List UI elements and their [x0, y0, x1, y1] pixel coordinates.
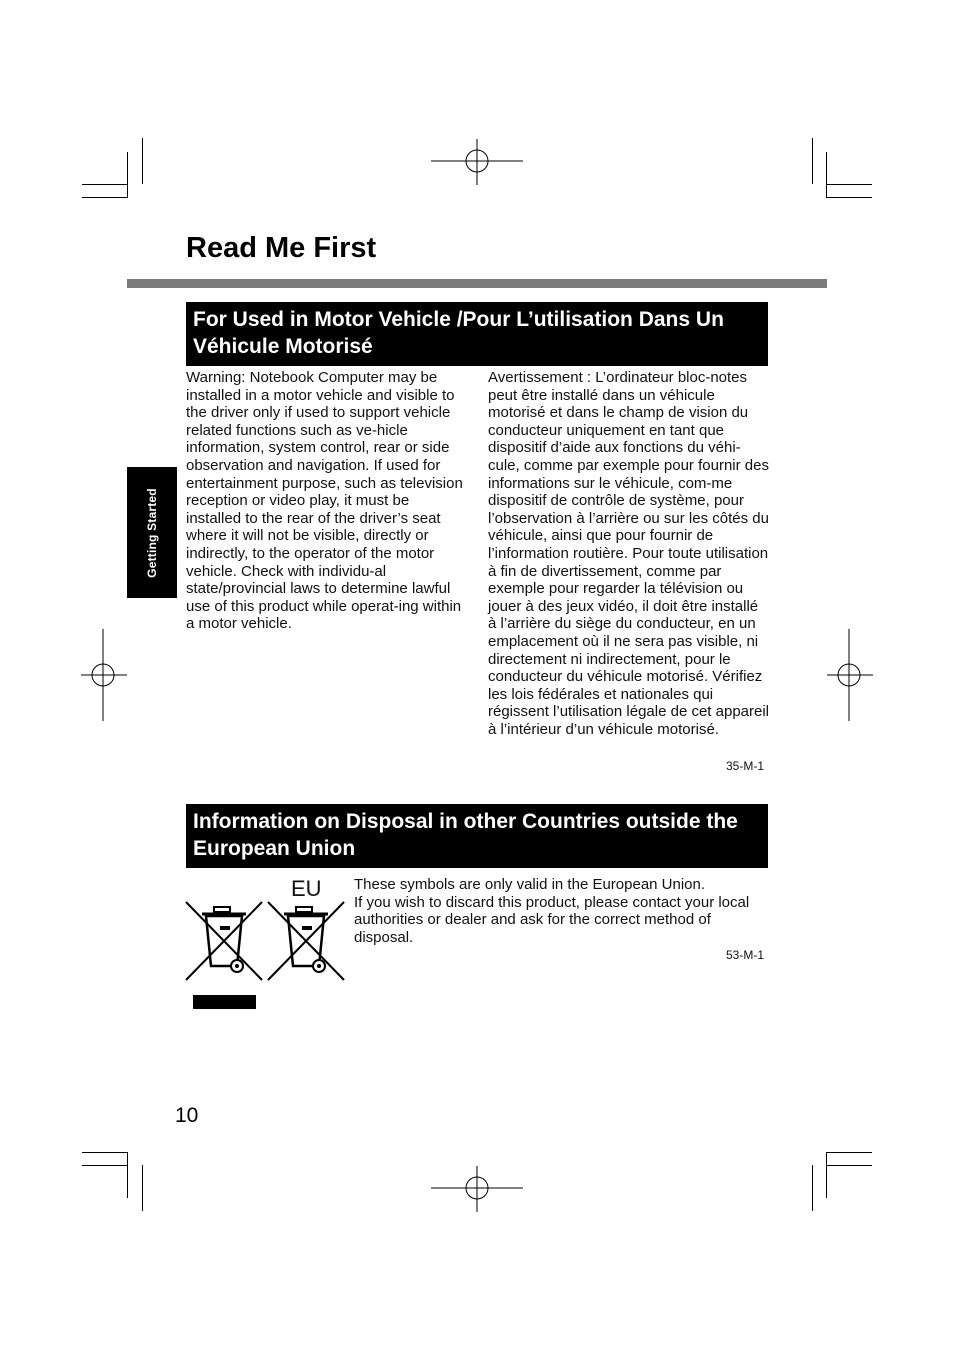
crop-mark	[82, 197, 128, 198]
eu-label: EU	[291, 876, 322, 901]
reference-code: 53-M-1	[726, 948, 765, 962]
crop-mark	[142, 1165, 143, 1211]
crop-mark	[812, 138, 813, 184]
side-tab-label: Getting Started	[145, 487, 159, 578]
disposal-text	[354, 876, 768, 946]
crop-mark	[826, 152, 827, 198]
crop-mark	[127, 1152, 128, 1198]
crop-mark	[826, 1152, 827, 1198]
vehicle-warning-english: Warning: Notebook Computer may be installed in a motor vehicle and visible to the driver only if used to support vehicle related functions such as ve-hicle information, system control, rear or side observation and navigation. If used for entertainment purpose, such as television reception or video play, it must be installed to the rear of the driver’s seat where it will not be visible, directly or indirectly, to the operator of the motor vehicle. Check with individu-al state/provincial laws to determine lawful use of this product while operat-ing within a motor vehicle.	[186, 369, 463, 633]
registration-mark-icon	[803, 629, 895, 721]
section-heading-disposal: Information on Disposal in other Countries outside the European Union	[186, 804, 768, 868]
title-rule	[127, 279, 827, 288]
page-title: Read Me First	[186, 232, 377, 264]
crop-mark	[826, 184, 872, 185]
crop-mark	[82, 1152, 128, 1153]
section-heading-vehicle: For Used in Motor Vehicle /Pour L’utilisation Dans Un Véhicule Motorisé	[186, 302, 768, 366]
crop-mark	[826, 1152, 872, 1153]
crop-mark	[812, 1165, 813, 1211]
crop-mark	[826, 197, 872, 198]
side-tab	[127, 467, 177, 598]
crop-mark	[82, 1165, 128, 1166]
crop-mark	[127, 152, 128, 198]
registration-mark-icon	[57, 629, 149, 721]
crop-mark	[826, 1165, 872, 1166]
registration-mark-icon	[431, 115, 523, 207]
disposal-line: These symbols are only valid in the European Union.	[354, 876, 706, 893]
registration-mark-icon	[431, 1142, 523, 1234]
vehicle-warning-french: Avertissement : L’ordinateur bloc-notes peut être installé dans un véhicule motorisé et dans le champ de vision du conducteur uniquement en tant que dispositif d’aide aux fonctions du véhi-cule, comme par exemple pour fournir des informations sur le véhicule, com-me dispositif de contrôle de système, pour l’observation à l’arrière ou sur les côtés du véhicule, ainsi que pour fournir de l’information routière. Pour toute utilisation à fin de divertissement, comme par exemple pour regarder la télévision ou jouer à des jeux vidéo, il doit être installé à l’arrière du siège du conducteur, en un emplacement où il ne sera pas visible, ni directement ni indirectement, pour le conducteur du véhicule motorisé. Vérifiez les lois fédérales et nationales qui régissent l’utilisation légale de cet appareil à l’intérieur d’un véhicule motorisé.	[488, 369, 770, 738]
solid-bar-symbol	[193, 995, 256, 1009]
disposal-line: If you wish to discard this product, please contact your local authorities or dealer and ask for the correct method of disposal.	[354, 893, 750, 946]
page-number: 10	[175, 1104, 199, 1127]
reference-code: 35-M-1	[726, 759, 765, 773]
crossed-out-wheelie-bin-icon	[266, 898, 346, 987]
crop-mark	[82, 184, 128, 185]
crossed-out-wheelie-bin-icon	[184, 898, 264, 987]
crop-mark	[142, 138, 143, 184]
